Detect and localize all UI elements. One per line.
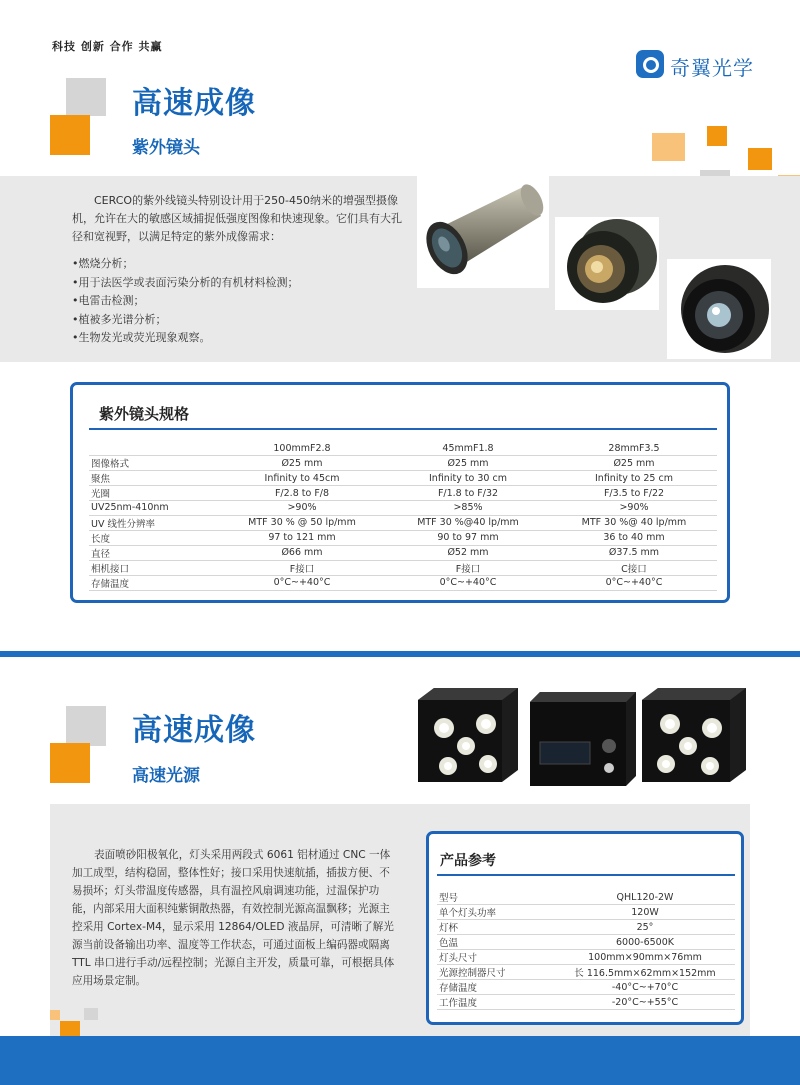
table-cell: 100mm×90mm×76mm — [555, 950, 735, 965]
table-cell: 97 to 121 mm — [219, 530, 385, 545]
uv-lens-photo-2 — [555, 217, 659, 310]
bullet-item: •生物发光或荧光现象观察。 — [72, 331, 211, 345]
decor-square — [50, 115, 90, 155]
section1-bullets — [72, 255, 402, 348]
table-cell: 存储温度 — [437, 980, 555, 995]
decor-square — [748, 148, 772, 170]
table-cell: QHL120-2W — [555, 890, 735, 905]
decor-square — [66, 78, 106, 116]
table-column-header: 100mmF2.8 — [219, 441, 385, 456]
uv-lens-spec-card — [70, 382, 730, 603]
table-cell: Ø52 mm — [385, 545, 551, 560]
table-cell: 色温 — [437, 935, 555, 950]
table-cell: F接口 — [385, 560, 551, 575]
table-cell: 灯头尺寸 — [437, 950, 555, 965]
section1-title: 高速成像 — [132, 86, 256, 121]
section2-intro: 表面喷砂阳极氧化，灯头采用两段式 6061 铝材通过 CNC 一体加工成型，结构稳固，整体性好；接口采用快速航插，插拔方便、不易损坏；灯头带温度传感器，具有温控风扇调速功能，过温保护功能，内部采用大面积纯紫铜散热器，有效控制光源高温飘移；光源主控采用 Cortex-M4，显示采用 12864/OLED 液晶屏，可清晰了解光源当前设备输出功率、温度等工作状态，可通过面板上编码器或隔离 TTL 串口进行手动/远程控制；光源自主开发，质量可靠，可根据具体应用场景定制。 — [72, 849, 395, 987]
table-cell: 长度 — [89, 530, 219, 545]
bullet-item: •电雷击检测； — [72, 294, 145, 308]
spec-table — [89, 441, 717, 591]
uv-lens-photo-3 — [667, 259, 771, 359]
bullet-item: •植被多光谱分析； — [72, 312, 167, 326]
table-cell: C接口 — [551, 560, 717, 575]
table-cell: -20°C~+55°C — [555, 995, 735, 1010]
section1-intro: CERCO的紫外线镜头特别设计用于250-450纳米的增强型摄像机，允许在大的敏感区域捕捉低强度图像和快速现象。它们具有大孔径和宽视野，以满足特定的紫外成像需求： — [72, 194, 402, 243]
table-cell: 25° — [555, 920, 735, 935]
decor-square — [652, 133, 685, 161]
table-cell: Infinity to 30 cm — [385, 471, 551, 486]
section2-title: 高速成像 — [132, 713, 256, 748]
table-cell — [89, 441, 219, 456]
section-divider — [0, 651, 800, 657]
table-row — [437, 890, 735, 905]
decor-square — [66, 706, 106, 746]
table-row — [89, 471, 717, 486]
table-cell: 灯杯 — [437, 920, 555, 935]
table-row — [437, 995, 735, 1010]
product-reference-card — [426, 831, 744, 1025]
table-cell: 120W — [555, 905, 735, 920]
table-cell: 0°C~+40°C — [551, 575, 717, 590]
tagline: 科技 创新 合作 共赢 — [52, 40, 163, 53]
table-cell: >85% — [385, 501, 551, 516]
table-cell: 0°C~+40°C — [219, 575, 385, 590]
decor-square — [84, 1008, 98, 1020]
table-row — [89, 545, 717, 560]
spec-card-rule — [89, 428, 717, 430]
table-row — [89, 486, 717, 501]
decor-square — [60, 1021, 80, 1036]
table-cell: Ø25 mm — [551, 456, 717, 471]
table-row — [437, 905, 735, 920]
product-card-title: 产品参考 — [440, 853, 496, 869]
table-cell: UV25nm-410nm — [89, 501, 219, 516]
table-cell: >90% — [219, 501, 385, 516]
table-row — [437, 980, 735, 995]
product-card-rule — [437, 874, 735, 876]
table-cell: 光圈 — [89, 486, 219, 501]
table-cell: 聚焦 — [89, 471, 219, 486]
table-row — [437, 920, 735, 935]
table-cell: 工作温度 — [437, 995, 555, 1010]
section1-subtitle: 紫外镜头 — [132, 138, 200, 158]
table-row — [437, 950, 735, 965]
table-cell: -40°C~+70°C — [555, 980, 735, 995]
brand-logo — [636, 50, 766, 80]
table-row — [89, 560, 717, 575]
table-row — [89, 575, 717, 590]
table-column-header: 45mmF1.8 — [385, 441, 551, 456]
spec-card-title: 紫外镜头规格 — [99, 405, 190, 423]
table-row — [89, 515, 717, 530]
table-cell: MTF 30 %@ 40 lp/mm — [551, 515, 717, 530]
table-cell: F/1.8 to F/32 — [385, 486, 551, 501]
table-cell: 6000-6500K — [555, 935, 735, 950]
table-row — [89, 530, 717, 545]
decor-square — [50, 1010, 60, 1020]
table-cell: >90% — [551, 501, 717, 516]
table-cell: 单个灯头功率 — [437, 905, 555, 920]
table-cell: Ø25 mm — [219, 456, 385, 471]
table-cell: F/2.8 to F/8 — [219, 486, 385, 501]
table-column-header: 28mmF3.5 — [551, 441, 717, 456]
table-cell: 36 to 40 mm — [551, 530, 717, 545]
table-cell: 光源控制器尺寸 — [437, 965, 555, 980]
table-cell: MTF 30 % @ 50 lp/mm — [219, 515, 385, 530]
table-cell: 图像格式 — [89, 456, 219, 471]
table-cell: Ø37.5 mm — [551, 545, 717, 560]
table-header-row — [89, 441, 717, 456]
table-cell: 90 to 97 mm — [385, 530, 551, 545]
table-cell: UV 线性分辨率 — [89, 515, 219, 530]
table-cell: 相机接口 — [89, 560, 219, 575]
table-row — [89, 456, 717, 471]
table-row — [437, 935, 735, 950]
table-cell: F接口 — [219, 560, 385, 575]
table-row — [89, 501, 717, 516]
bullet-item: •燃烧分析； — [72, 257, 134, 270]
decor-square — [707, 126, 727, 146]
table-cell: Ø25 mm — [385, 456, 551, 471]
table-cell: 长 116.5mm×62mm×152mm — [555, 965, 735, 980]
table-cell: 0°C~+40°C — [385, 575, 551, 590]
decor-square — [50, 743, 90, 783]
uv-lens-photo-1 — [417, 176, 549, 288]
logo-icon — [636, 50, 664, 78]
product-table — [437, 890, 735, 1010]
table-cell: Infinity to 45cm — [219, 471, 385, 486]
table-cell: 存储温度 — [89, 575, 219, 590]
table-cell: Ø66 mm — [219, 545, 385, 560]
table-cell: MTF 30 %@40 lp/mm — [385, 515, 551, 530]
table-cell: Infinity to 25 cm — [551, 471, 717, 486]
logo-text: 奇翼光学 — [670, 56, 754, 80]
light-source-photo — [414, 686, 750, 788]
table-row — [437, 965, 735, 980]
footer-bar — [0, 1036, 800, 1085]
table-cell: F/3.5 to F/22 — [551, 486, 717, 501]
bullet-item: •用于法医学或表面污染分析的有机材料检测； — [72, 275, 299, 289]
table-cell: 直径 — [89, 545, 219, 560]
section2-subtitle: 高速光源 — [132, 766, 200, 786]
table-cell: 型号 — [437, 890, 555, 905]
